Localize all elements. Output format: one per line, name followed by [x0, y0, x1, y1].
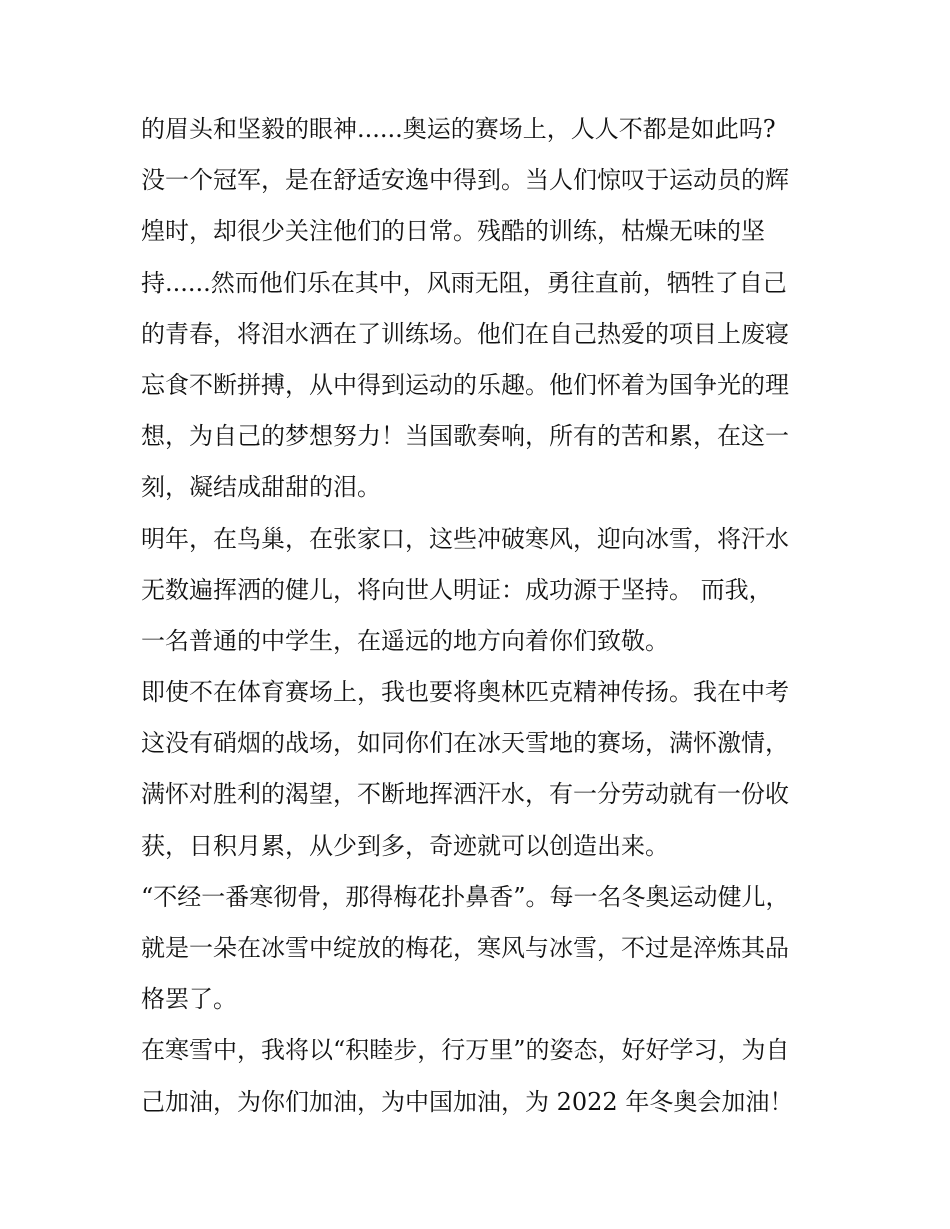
text-line: 获，日积月累，从少到多，奇迹就可以创造出来。 — [141, 831, 669, 860]
text-line: 想，为自己的梦想努力！当国歌奏响，所有的苦和累，在这一 — [141, 422, 789, 451]
text-line: 就是一朵在冰雪中绽放的梅花，寒风与冰雪，不过是淬炼其品 — [141, 934, 789, 962]
text-line: 在寒雪中，我将以“积睦步，行万里”的姿态，好好学习，为自 — [141, 1036, 790, 1065]
text-line: 一名普通的中学生，在遥远的地方向着你们致敬。 — [141, 626, 669, 655]
text-line: 持......然而他们乐在其中，风雨无阻，勇往直前，牺牲了自己 — [141, 268, 787, 297]
text-line: 的眉头和坚毅的眼神......奥运的赛场上，人人不都是如此吗? — [141, 115, 776, 143]
text-line: 即使不在体育赛场上，我也要将奥林匹克精神传扬。我在中考 — [141, 678, 789, 707]
body-text — [141, 104, 821, 1128]
text-line: 的青春，将泪水洒在了训练场。他们在自己热爱的项目上废寝 — [141, 319, 789, 348]
text-line: “不经一番寒彻骨，那得梅花扑鼻香”。每一名冬奥运动健儿， — [141, 882, 790, 911]
text-line: 己加油，为你们加油，为中国加油，为 2022 年冬奥会加油！ — [141, 1087, 794, 1116]
text-line: 忘食不断拼搏，从中得到运动的乐趣。他们怀着为国争光的理 — [141, 370, 789, 399]
text-line: 满怀对胜利的渴望，不断地挥洒汗水，有一分劳动就有一份收 — [141, 780, 789, 809]
text-line: 明年，在鸟巢，在张家口，这些冲破寒风，迎向冰雪，将汗水 — [141, 524, 789, 553]
text-line: 刻，凝结成甜甜的泪。 — [141, 473, 381, 502]
text-line: 煌时，却很少关注他们的日常。残酷的训练，枯燥无味的坚 — [141, 217, 765, 246]
text-line: 没一个冠军，是在舒适安逸中得到。当人们惊叹于运动员的辉 — [141, 166, 789, 195]
text-line: 格罢了。 — [141, 985, 237, 1014]
text-line: 这没有硝烟的战场，如同你们在冰天雪地的赛场，满怀激情， — [141, 729, 789, 758]
text-line: 无数遍挥洒的健儿，将向世人明证：成功源于坚持。 而我， — [141, 575, 773, 604]
